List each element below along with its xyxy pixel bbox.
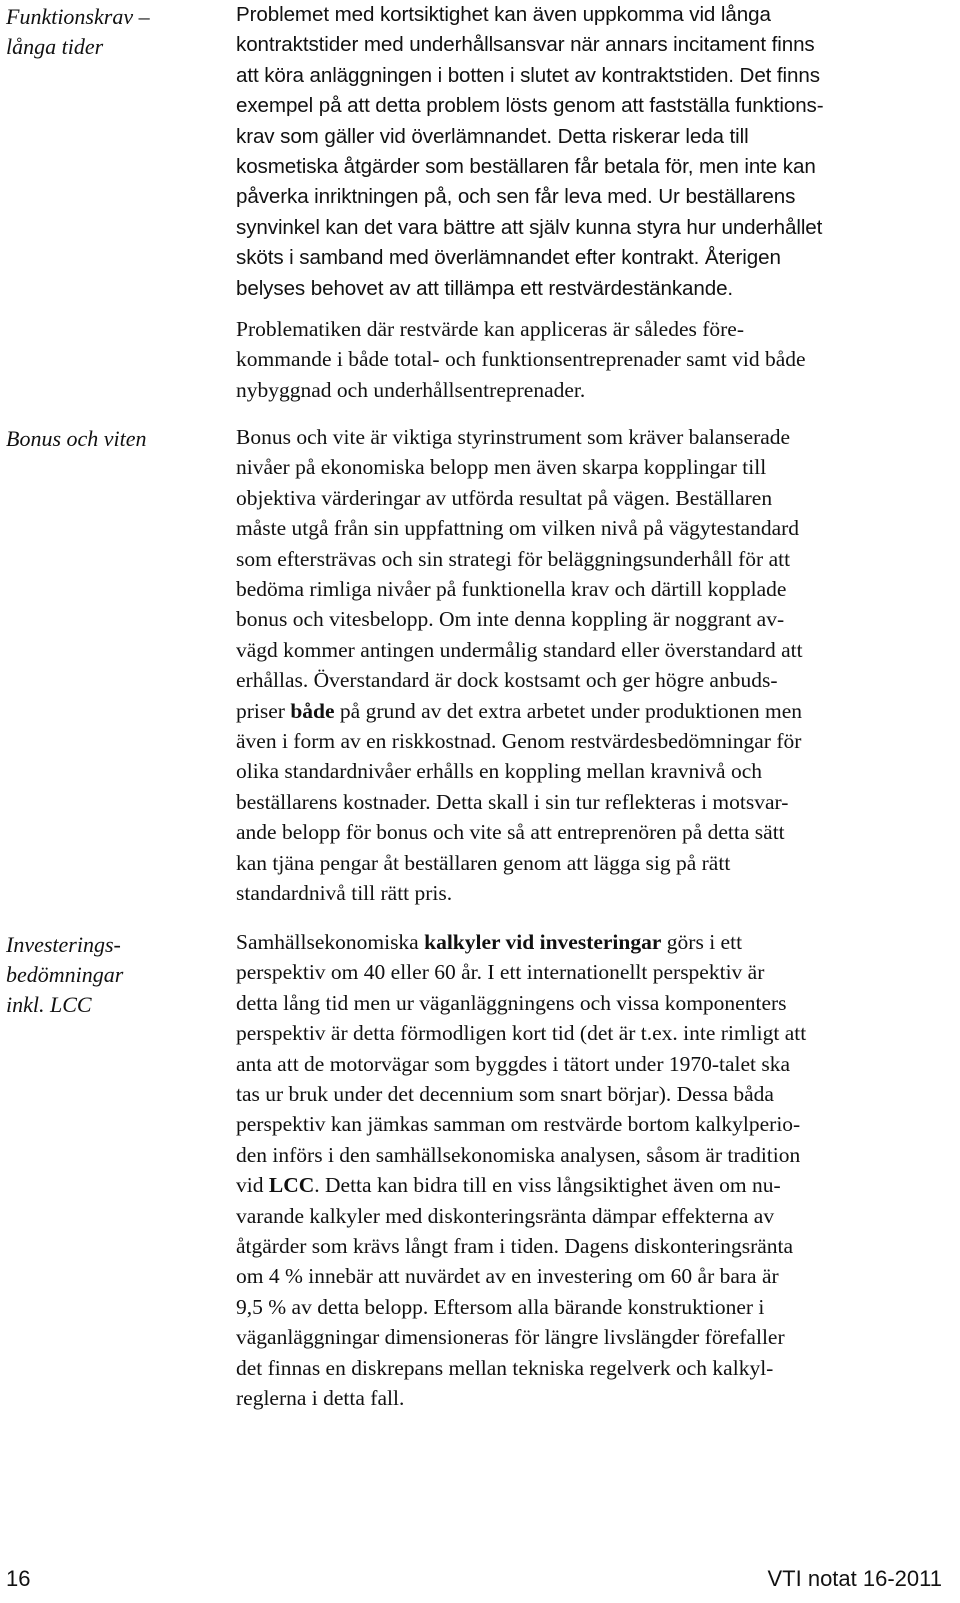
text-line: vägd kommer antingen undermålig standard eller överstandard att [236, 637, 803, 662]
text-segment: priser [236, 698, 291, 723]
text-line: måste utgå från sin uppfattning om vilken nivå på vägytestandard [236, 516, 800, 541]
text-line: påverka inriktningen på, och sen får leva med. Ur beställarens [236, 185, 796, 209]
bold-term: både [290, 698, 335, 723]
text-line [236, 1170, 948, 1200]
text-line: kontraktstider med underhållsansvar när annars incitament finns [236, 33, 815, 57]
text-segment: på grund av det extra arbetet under produktionen men [339, 698, 803, 723]
text-line: kosmetiska åtgärder som beställaren får betala för, men inte kan [236, 155, 816, 179]
text-line: synvinkel kan det vara bättre att själv kunna styra hur underhållet [236, 215, 823, 239]
margin-note-funktionskrav: Funktionskrav – långa tider [6, 4, 150, 59]
text-line: objektiva värderingar av utförda resultat på vägen. Beställaren [236, 485, 773, 510]
text-line: att köra anläggningen i botten i slutet av kontraktstiden. Det finns [236, 63, 820, 87]
text-line: standardnivå till rätt pris. [236, 881, 453, 906]
bold-term: LCC [268, 1173, 315, 1198]
paragraph-problematiken [236, 314, 948, 405]
page-number: 16 [6, 1566, 31, 1591]
text-line: nivåer på ekonomiska belopp men även skarpa kopplingar till [236, 455, 767, 480]
margin-note-bonus: Bonus och viten [6, 426, 147, 451]
margin-note-investeringar: Investerings- bedömningar inkl. LCC [6, 932, 124, 1017]
text-line: perspektiv kan jämkas samman om restvärde bortom kalkylperio- [236, 1112, 801, 1137]
text-line: Problemet med kortsiktighet kan även uppkomma vid långa [236, 3, 771, 26]
text-line: nybyggnad och underhållsentreprenader. [236, 377, 586, 402]
paragraph-samhallsekonomiska-kalkyler [236, 927, 948, 1414]
text-line: Problematiken där restvärde kan appliceras är således före- [236, 317, 745, 341]
text-line: exempel på att detta problem lösts genom att fastställa funktions- [236, 94, 824, 118]
text-line: ande belopp för bonus och vite så att entreprenören på detta sätt [236, 820, 785, 845]
text-segment: vid [236, 1173, 269, 1198]
report-identifier: VTI notat 16-2011 [767, 1566, 942, 1591]
text-line: åtgärder som krävs långt fram i tiden. Dagens diskonteringsränta [236, 1234, 794, 1259]
text-line: Bonus och vite är viktiga styrinstrument som kräver balanserade [236, 425, 791, 449]
text-line: kan tjäna pengar åt beställaren genom att lägga sig på rätt [236, 850, 731, 875]
paragraph-kortsiktighet [236, 0, 948, 304]
paragraph-bonus-och-vite [236, 422, 948, 909]
text-line: varande kalkyler med diskonteringsränta dämpar effekterna av [236, 1203, 775, 1228]
text-line: reglerna i detta fall. [236, 1386, 405, 1411]
text-line: om 4 % innebär att nuvärdet av en investering om 60 år bara är [236, 1264, 779, 1289]
text-line: 9,5 % av detta belopp. Eftersom alla bärande konstruktioner i [236, 1294, 765, 1319]
text-segment: . Detta kan bidra till en viss långsiktighet även om nu- [314, 1173, 781, 1198]
text-line: perspektiv om 40 eller 60 år. I ett internationellt perspektiv är [236, 960, 765, 985]
text-line: erhållas. Överstandard är dock kostsamt och ger högre anbuds- [236, 668, 778, 693]
text-line: tas ur bruk under det decennium som snart börjar). Dessa båda [236, 1082, 774, 1107]
text-line: perspektiv är detta förmodligen kort tid (det är t.ex. inte rimligt att [236, 1021, 807, 1046]
text-line: krav som gäller vid överlämnandet. Detta riskerar leda till [236, 124, 749, 148]
text-line: bedöma rimliga nivåer på funktionella krav och därtill kopplade [236, 577, 787, 602]
text-segment: görs i ett [661, 930, 743, 954]
text-line: bonus och vitesbelopp. Om inte denna koppling är noggrant av- [236, 607, 785, 632]
text-line: anta att de motorvägar som byggdes i tätort under 1970-talet ska [236, 1051, 791, 1076]
bold-term: kalkyler vid investeringar [424, 930, 662, 954]
text-line: sköts i samband med överlämnandet efter kontrakt. Återigen [236, 246, 781, 270]
text-line [236, 696, 948, 726]
text-line: olika standardnivåer erhålls en koppling mellan kravnivå och [236, 759, 762, 784]
text-line: väganläggningar dimensioneras för längre livslängder förefaller [236, 1325, 785, 1350]
text-line: beställarens kostnader. Detta skall i sin tur reflekteras i motsvar- [236, 789, 789, 814]
text-line [236, 927, 948, 957]
text-line: som eftersträvas och sin strategi för beläggningsunderhåll för att [236, 546, 791, 571]
text-line: den införs i den samhällsekonomiska analysen, såsom är tradition [236, 1142, 801, 1167]
text-line: även i form av en riskkostnad. Genom restvärdesbedömningar för [236, 729, 802, 754]
text-line: belyses behovet av att tillämpa ett restvärdestänkande. [236, 276, 734, 300]
text-line: detta lång tid men ur väganläggningens och vissa komponenters [236, 990, 787, 1015]
text-segment: Samhällsekonomiska [236, 930, 425, 954]
text-line: kommande i både total- och funktionsentreprenader samt vid både [236, 347, 806, 372]
text-line: det finnas en diskrepans mellan tekniska regelverk och kalkyl- [236, 1355, 774, 1380]
